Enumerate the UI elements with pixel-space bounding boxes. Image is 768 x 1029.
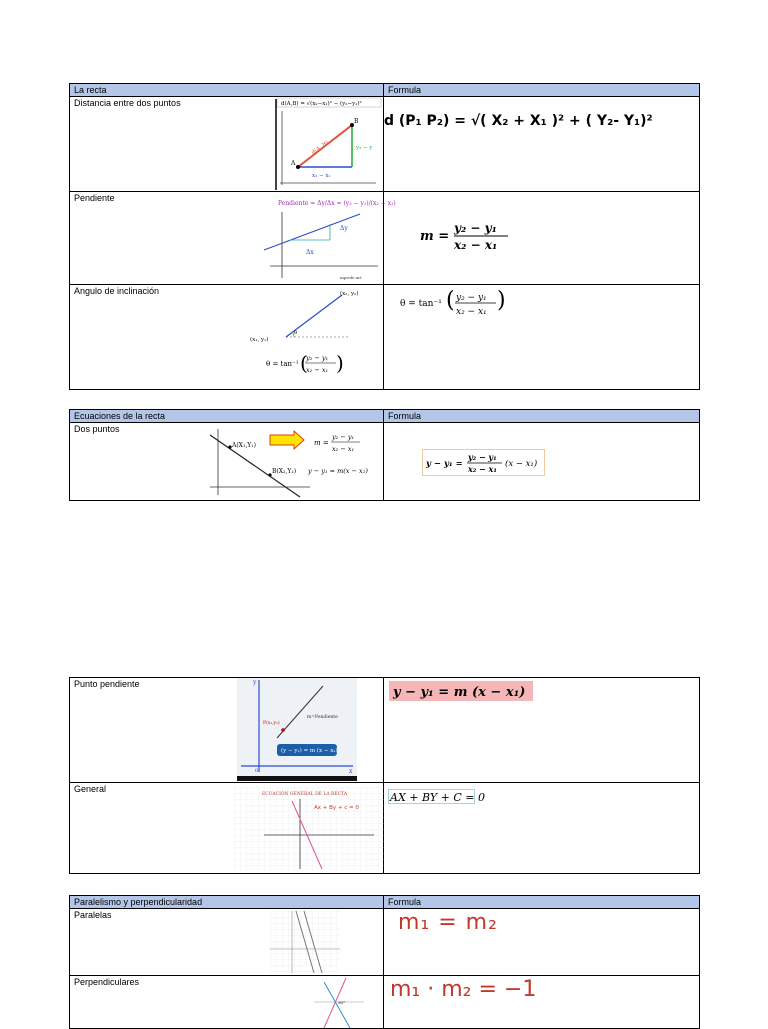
row-dos-puntos-formula-cell (384, 423, 700, 501)
header-la-recta: La recta (70, 84, 384, 97)
table-paralelismo (69, 895, 700, 1029)
fig-formula: Pendiente = Δy/Δx = (y₂ − y₁)/(x₂ − x₁) (278, 200, 396, 207)
svg-text:B: B (354, 118, 359, 125)
row-dos-puntos-label-cell (70, 423, 384, 501)
fig-eq: (y − y₁) = m (x − x₁) (281, 748, 338, 754)
fig-theta: θ (294, 330, 298, 336)
fig-formula-den: x₂ − x₁ (306, 366, 329, 374)
fig-dy: Δy (340, 225, 348, 232)
row-label: Pendiente (74, 193, 115, 203)
header-ecuaciones: Ecuaciones de la recta (70, 410, 384, 423)
fig-formula-lhs: θ = tan⁻¹ (266, 360, 299, 368)
row-label: Angulo de inclinación (74, 286, 160, 296)
formula-num: y₂ − y₁ (468, 452, 497, 462)
row-distancia-formula-cell (384, 97, 700, 192)
angle-figure (248, 287, 382, 385)
formula-rhs: (x − x₁) (505, 459, 538, 469)
formula-general: AX + BY + C = 0 (390, 791, 485, 804)
fig-m-lhs: m = (314, 439, 329, 447)
row-pendiente-formula-cell (384, 192, 700, 285)
row-paralelas-formula-cell (384, 909, 700, 976)
row-punto-pendiente-label-cell (70, 678, 384, 783)
formula-num: y₂ − y₁ (456, 293, 487, 303)
fig-dx: x₂ − x₁ (312, 173, 331, 179)
row-label: Dos puntos (74, 424, 120, 434)
formula-den: x₂ − x₁ (456, 307, 487, 317)
fig-axis-x: x (349, 768, 353, 775)
formula-lhs: m = (420, 229, 450, 244)
distance-figure (274, 97, 384, 191)
row-label: Paralelas (74, 910, 112, 920)
fig-formula-num: y₂ − y₁ (306, 354, 329, 362)
table-punto-general (69, 677, 700, 874)
formula-parallel: m₁ = m₂ (398, 910, 498, 935)
table-ecuaciones (69, 409, 700, 501)
header-formula: Formula (384, 896, 700, 909)
fig-dy: y₂ − y (356, 145, 373, 151)
row-pendiente-label-cell (70, 192, 396, 285)
svg-text:): ) (497, 288, 506, 313)
svg-text:A: A (291, 160, 296, 167)
fig-p2: (x₂, y₂) (340, 291, 359, 297)
fig-m-den: x₂ − x₁ (332, 445, 355, 453)
perpendicular-figure (314, 978, 364, 1028)
header-formula: Formula (384, 410, 700, 423)
header-formula: Formula (384, 84, 700, 97)
formula-lhs: y − y₁ = (426, 459, 463, 469)
fig-title: ECUACION GENERAL DE LA RECTA (262, 792, 348, 797)
fig-eq: y − y₁ = m(x − x₁) (308, 467, 368, 475)
formula-den: x₂ − x₁ (454, 238, 498, 252)
header-paralelismo: Paralelismo y perpendicularidad (70, 896, 384, 909)
fig-origin: 0 (255, 768, 259, 774)
row-punto-pendiente-formula-cell (384, 678, 700, 783)
row-angulo-formula-cell (384, 285, 700, 390)
slope-figure (260, 194, 396, 282)
row-label: Perpendiculares (74, 977, 140, 987)
formula-point-slope: y − y₁ = m (x − x₁) (393, 685, 526, 700)
angle-formula (398, 287, 538, 323)
row-perpendiculares-label-cell (70, 976, 384, 1029)
two-points-figure (204, 425, 384, 499)
svg-text:(: ( (300, 351, 308, 375)
svg-text:(: ( (446, 288, 455, 313)
fig-slope: m=Pendiente (307, 715, 338, 720)
distance-formula (384, 99, 700, 139)
point-slope-figure (237, 678, 357, 782)
fig-point: P(x₁,y₁) (263, 721, 280, 726)
general-figure (234, 787, 384, 871)
fig-m-num: y₂ − y₁ (332, 433, 355, 441)
formula-distance: d (P₁ P₂) = √( X₂ + X₁ )² + ( Y₂- Y₁)² (384, 113, 653, 129)
row-label: General (74, 784, 107, 794)
row-general-label-cell (70, 783, 384, 874)
slope-formula (420, 218, 560, 258)
fig-formula: d(A,B) = √(x₂−x₁)² − (y₂−y₁)² (281, 101, 362, 107)
fig-angle: 90° (338, 1000, 346, 1005)
parallel-figure (270, 911, 340, 973)
fig-source: mprofe.art (340, 275, 362, 280)
fig-b: B(X₂,Y₂) (272, 468, 297, 475)
row-perpendiculares-formula-cell (384, 976, 700, 1029)
fig-dx: Δx (306, 249, 314, 256)
row-distancia-label-cell (70, 97, 384, 192)
formula-lhs: θ = tan⁻¹ (400, 299, 442, 309)
formula-den: x₂ − x₁ (468, 464, 497, 474)
point-slope-formula (389, 681, 535, 703)
fig-eq: Ax + By + c = 0 (314, 805, 359, 811)
formula-num: y₂ − y₁ (454, 221, 497, 235)
two-points-formula (422, 449, 546, 477)
fig-axis-y: y (253, 679, 257, 686)
fig-dab: d(A, B) (310, 139, 330, 157)
row-general-formula-cell (384, 783, 700, 874)
general-formula (388, 789, 485, 805)
row-paralelas-label-cell (70, 909, 384, 976)
fig-a: A(X₁,Y₁) (232, 442, 256, 449)
formula-perpendicular: m₁ · m₂ = −1 (390, 977, 537, 1002)
table-la-recta (69, 83, 700, 390)
fig-p1: (x₁, y₁) (250, 337, 269, 343)
row-angulo-label-cell (70, 285, 384, 390)
row-label: Punto pendiente (74, 679, 140, 689)
svg-text:): ) (336, 351, 344, 375)
row-label: Distancia entre dos puntos (74, 98, 181, 108)
